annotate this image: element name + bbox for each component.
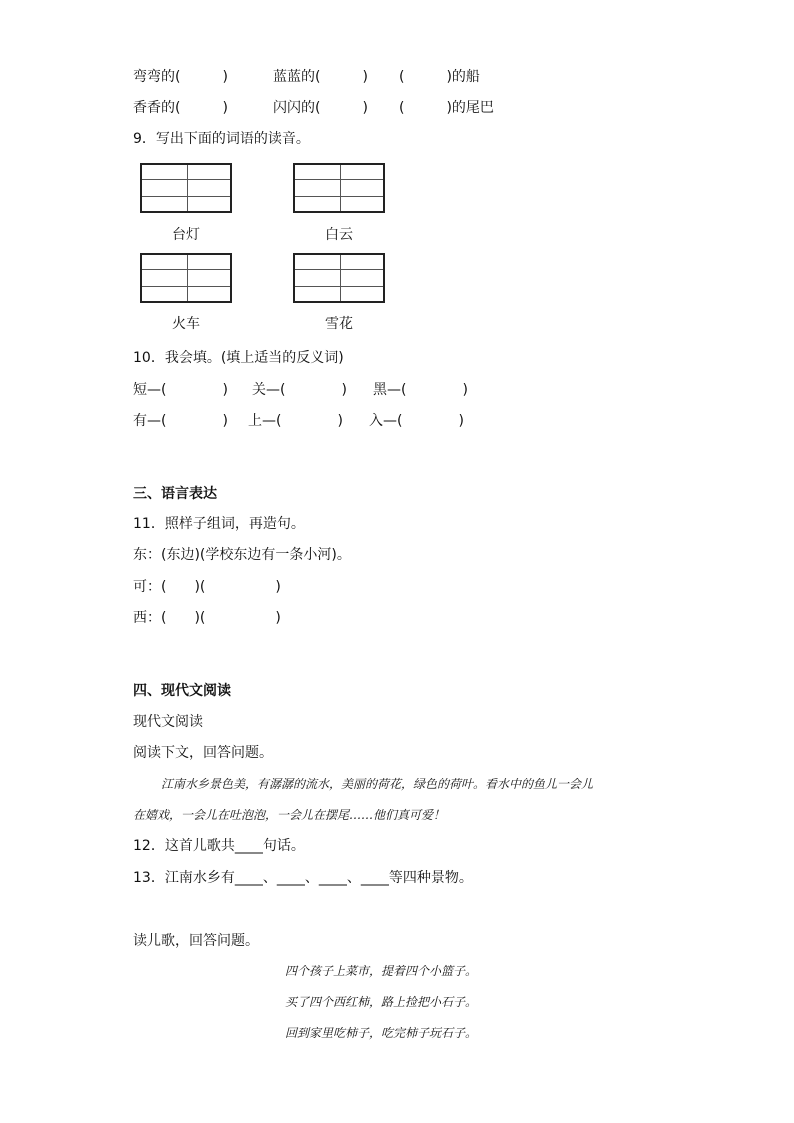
- pinyin-grid-1[interactable]: [140, 163, 232, 213]
- q11-example: 东：(东边)(学校东边有一条小河)。: [133, 547, 351, 563]
- q11-line-ke: 可：( )( ): [133, 579, 281, 595]
- section3-heading: 三、语言表达: [133, 486, 217, 502]
- passage-line-1: 江南水乡景色美，有潺潺的流水，美丽的荷花，绿色的荷叶。看水中的鱼儿一会儿: [161, 777, 594, 791]
- passage-line-2: 在嬉戏，一会儿在吐泡泡，一会儿在摆尾……他们真可爱！: [133, 808, 446, 822]
- pinyin-grid-2[interactable]: [293, 163, 385, 213]
- pinyin-grid-4[interactable]: [293, 253, 385, 303]
- q13: 13．江南水乡有____、____、____、____等四种景物。: [133, 870, 473, 886]
- q11-line-xi: 西：( )( ): [133, 610, 281, 626]
- q10-row2-item1: 有—( ): [133, 413, 228, 429]
- q8-row1-item3: ( )的船: [399, 69, 480, 85]
- section4-subheading: 现代文阅读: [133, 714, 203, 730]
- q9-word-2: 白云: [325, 227, 353, 243]
- q8-row1-item1: 弯弯的( ): [133, 69, 228, 85]
- q9-word-4: 雪花: [325, 316, 353, 332]
- section4-instruction: 阅读下文，回答问题。: [133, 745, 273, 761]
- q10-title: 10．我会填。(填上适当的反义词): [133, 350, 344, 366]
- q8-row2-item2: 闪闪的( ): [273, 100, 368, 116]
- q8-row2-item1: 香香的( ): [133, 100, 228, 116]
- pinyin-grid-3[interactable]: [140, 253, 232, 303]
- q8-row1-item2: 蓝蓝的( ): [273, 69, 368, 85]
- q12: 12．这首儿歌共____句话。: [133, 838, 305, 854]
- q9-title: 9．写出下面的词语的读音。: [133, 131, 310, 147]
- q10-row2-item2: 上—( ): [248, 413, 343, 429]
- poem-instruction: 读儿歌，回答问题。: [133, 933, 259, 949]
- q10-row1-item1: 短—( ): [133, 382, 228, 398]
- poem-line-3: 回到家里吃柿子，吃完柿子玩石子。: [285, 1026, 478, 1040]
- q8-row2-item3: ( )的尾巴: [399, 100, 494, 116]
- poem-line-1: 四个孩子上菜市，提着四个小篮子。: [285, 964, 478, 978]
- q10-row2-item3: 入—( ): [369, 413, 464, 429]
- section4-heading: 四、现代文阅读: [133, 683, 231, 699]
- poem-line-2: 买了四个西红柿，路上捡把小石子。: [285, 995, 478, 1009]
- q9-word-3: 火车: [172, 316, 200, 332]
- q10-row1-item2: 关—( ): [252, 382, 347, 398]
- q10-row1-item3: 黑—( ): [373, 382, 468, 398]
- q11-title: 11．照样子组词，再造句。: [133, 516, 305, 532]
- q9-word-1: 台灯: [172, 227, 200, 243]
